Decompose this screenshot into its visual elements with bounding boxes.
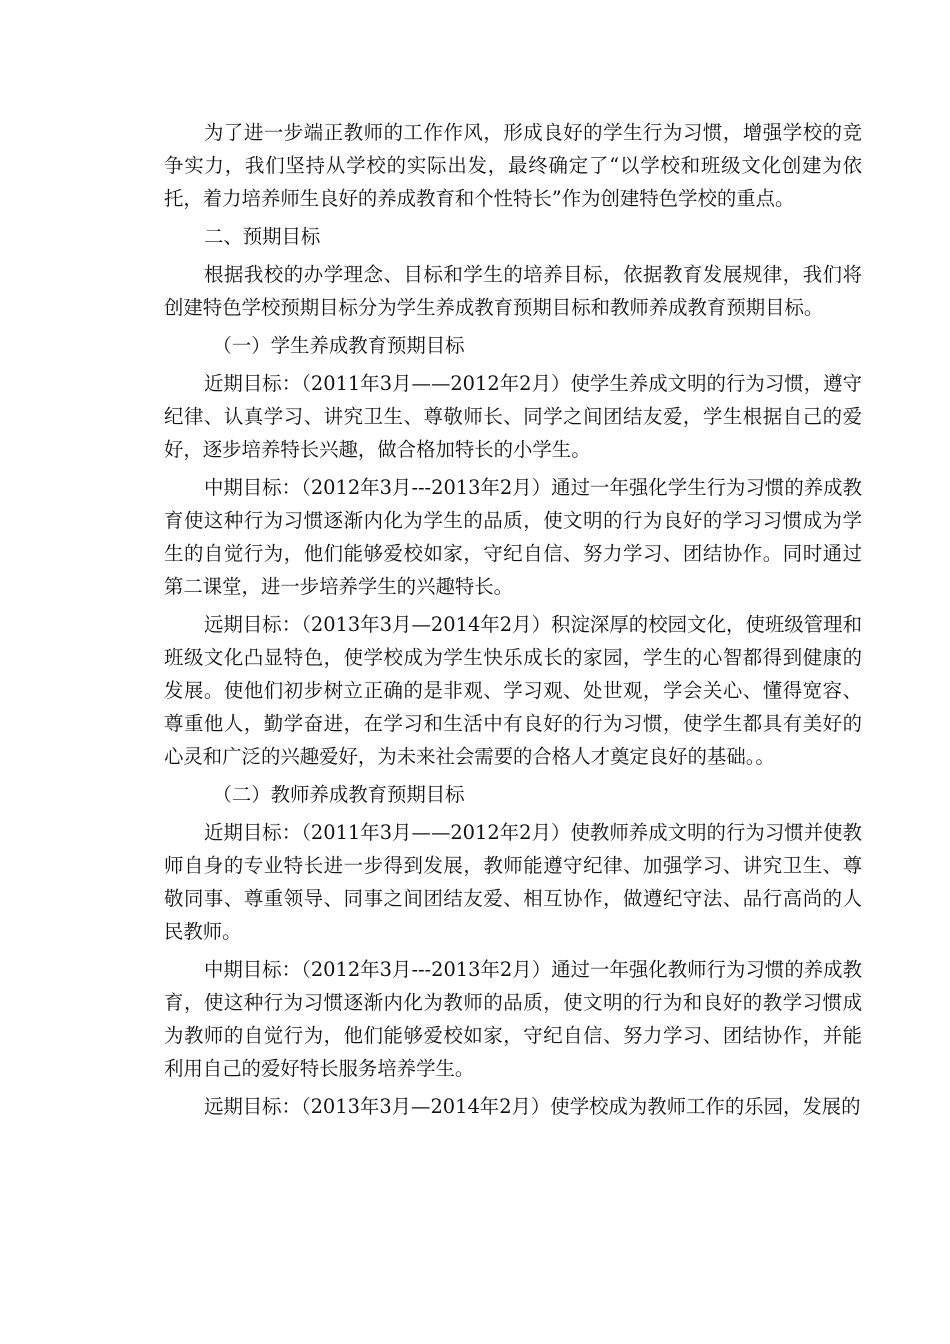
intro-paragraph: 为了进一步端正教师的工作作风，形成良好的学生行为习惯，增强学校的竞争实力，我们坚持从学校的实际出发，最终确定了“以学校和班级文化创建为依托，着力培养师生良好的养成教育和个性特长”作为创建特色学校的重点。 bbox=[164, 121, 862, 210]
subheading-student-goals: （一）学生养成教育预期目标 bbox=[212, 334, 465, 357]
section-heading-expected-goals: 二、预期目标 bbox=[203, 225, 321, 248]
document-body bbox=[164, 116, 862, 1128]
teacher-long-term-paragraph: 远期目标：（2013年3月—2014年2月）使学校成为教师工作的乐园，发展的 bbox=[203, 1095, 861, 1118]
student-long-term-paragraph: 远期目标：（2013年3月—2014年2月）积淀深厚的校园文化，使班级管理和班级文化凸显特色，使学校成为学生快乐成长的家园，学生的心智都得到健康的发展。使他们初步树立正确的是非观、学习观、处世观，学会关心、懂得宽容、尊重他人，勤学奋进，在学习和生活中有良好的行为习惯，使学生都具有美好的心灵和广泛的兴趣爱好，为未来社会需要的合格人才奠定良好的基础。。 bbox=[164, 613, 862, 768]
student-mid-term-paragraph: 中期目标：（2012年3月---2013年2月）通过一年强化学生行为习惯的养成教育使这种行为习惯逐渐内化为学生的品质，使文明的行为良好的学习习惯成为学生的自觉行为，他们能够爱校如家，守纪自信、努力学习、团结协作。同时通过第二课堂，进一步培养学生的兴趣特长。 bbox=[164, 476, 862, 598]
goals-overview-paragraph: 根据我校的办学理念、目标和学生的培养目标，依据教育发展规律，我们将创建特色学校预期目标分为学生养成教育预期目标和教师养成教育预期目标。 bbox=[164, 263, 862, 319]
subheading-teacher-goals: （二）教师养成教育预期目标 bbox=[212, 783, 465, 806]
student-near-term-paragraph: 近期目标：（2011年3月——2012年2月）使学生养成文明的行为习惯，遵守纪律、认真学习、讲究卫生、尊敬师长、同学之间团结友爱，学生根据自己的爱好，逐步培养特长兴趣，做合格加特长的小学生。 bbox=[164, 372, 862, 461]
teacher-mid-term-paragraph: 中期目标：（2012年3月---2013年2月）通过一年强化教师行为习惯的养成教育，使这种行为习惯逐渐内化为教师的品质，使文明的行为和良好的教学习惯成为教师的自觉行为，他们能够爱校如家，守纪自信、努力学习、团结协作，并能利用自己的爱好特长服务培养学生。 bbox=[164, 958, 862, 1080]
teacher-near-term-paragraph: 近期目标：（2011年3月——2012年2月）使教师养成文明的行为习惯并使教师自身的专业特长进一步得到发展，教师能遵守纪律、加强学习、讲究卫生、尊敬同事、尊重领导、同事之间团结友爱、相互协作，做遵纪守法、品行高尚的人民教师。 bbox=[164, 821, 862, 943]
